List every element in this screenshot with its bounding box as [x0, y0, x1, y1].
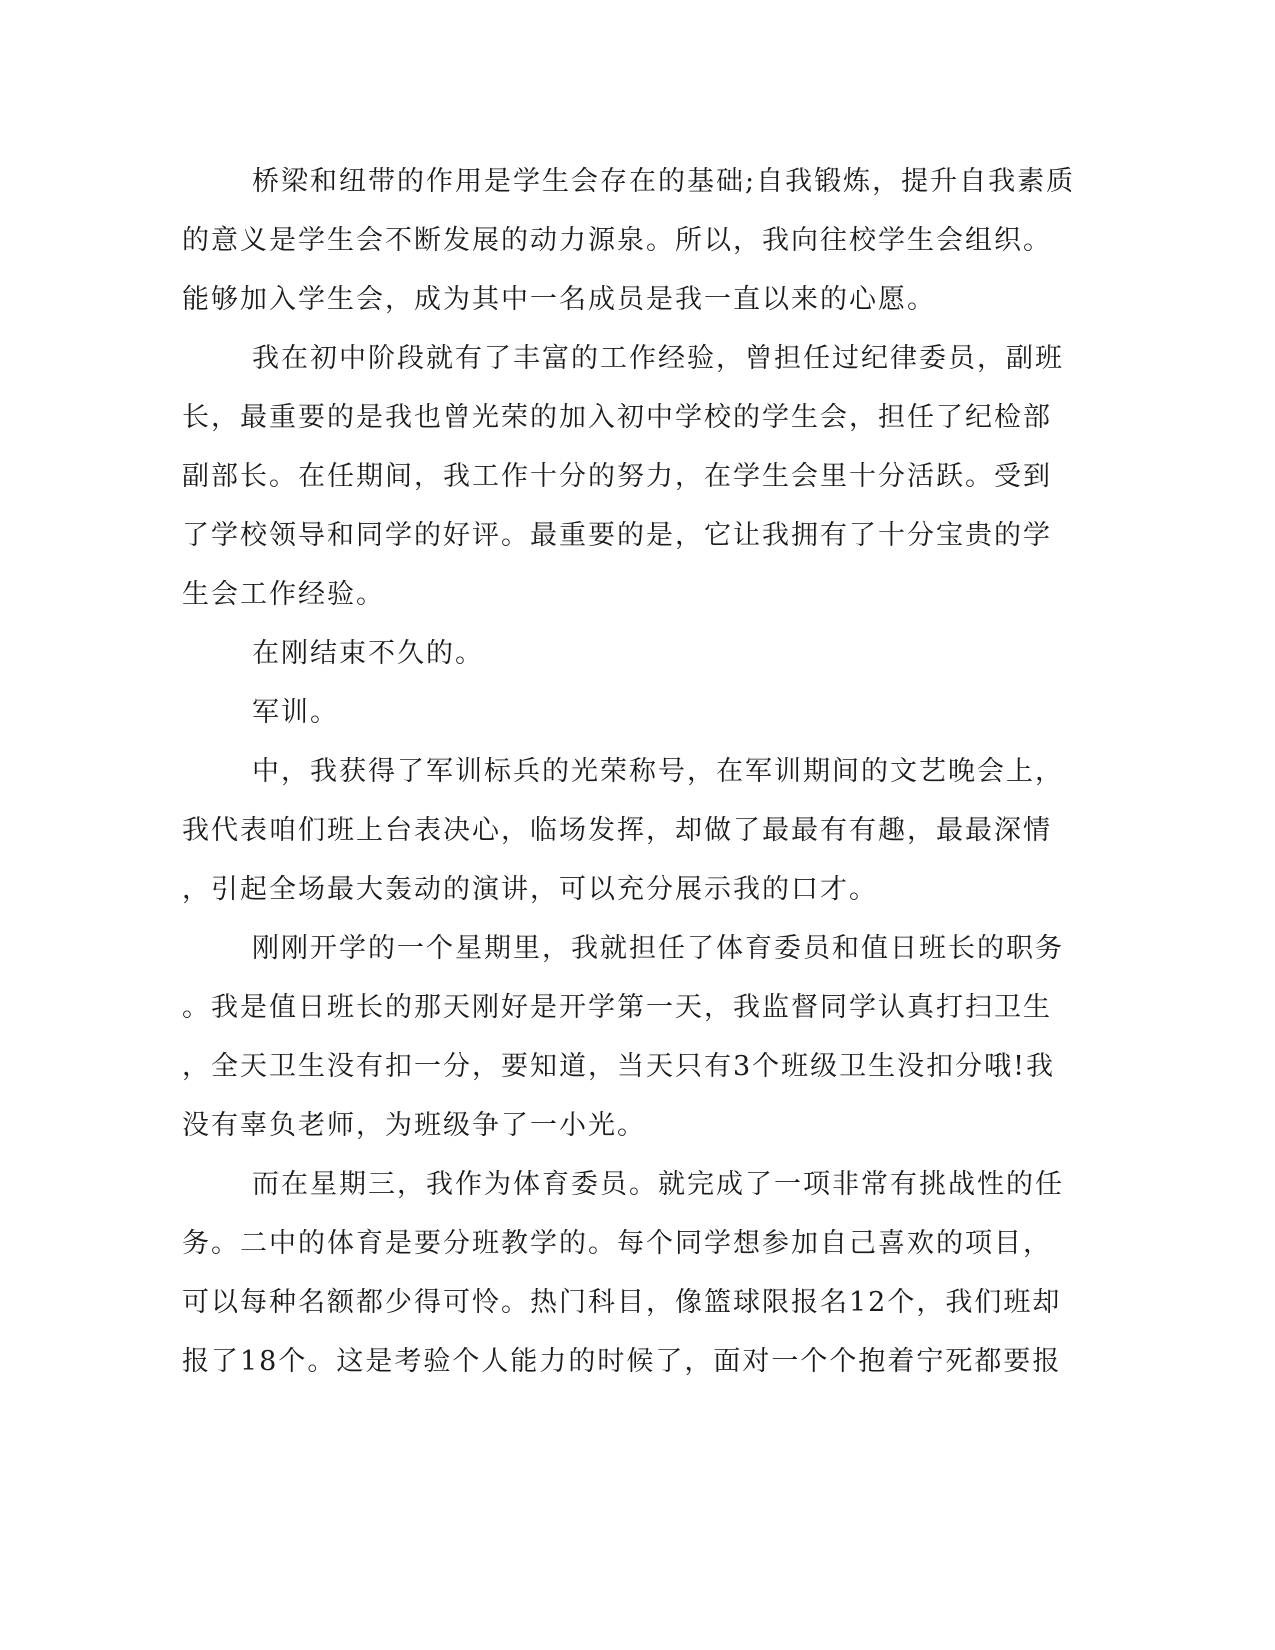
- text-line: 生会工作经验。: [182, 579, 385, 610]
- text-line: 而在星期三，我作为体育委员。就完成了一项非常有挑战性的任: [252, 1169, 1064, 1200]
- document-body: [182, 152, 1076, 1391]
- text-line: 了学校领导和同学的好评。最重要的是，它让我拥有了十分宝贵的学: [182, 520, 1052, 551]
- text-line: 副部长。在任期间，我工作十分的努力，在学生会里十分活跃。受到: [182, 461, 1052, 492]
- text-line: 务。二中的体育是要分班教学的。每个同学想参加自己喜欢的项目，: [182, 1228, 1052, 1259]
- text-line: 军训。: [252, 697, 339, 728]
- text-line: 长，最重要的是我也曾光荣的加入初中学校的学生会，担任了纪检部: [182, 402, 1052, 433]
- text-line: 报了18个。这是考验个人能力的时候了，面对一个个抱着宁死都要报: [182, 1346, 1062, 1377]
- text-line: 可以每种名额都少得可怜。热门科目，像篮球限报名12个，我们班却: [182, 1287, 1062, 1318]
- text-line: 刚刚开学的一个星期里，我就担任了体育委员和值日班长的职务: [252, 933, 1064, 964]
- text-line: 能够加入学生会，成为其中一名成员是我一直以来的心愿。: [182, 284, 936, 315]
- text-line: ，引起全场最大轰动的演讲，可以充分展示我的口才。: [182, 874, 878, 905]
- text-line: 。我是值日班长的那天刚好是开学第一天，我监督同学认真打扫卫生: [182, 992, 1052, 1023]
- text-line: 我代表咱们班上台表决心，临场发挥，却做了最最有有趣，最最深情: [182, 815, 1052, 846]
- text-line: 桥梁和纽带的作用是学生会存在的基础;自我锻炼，提升自我素质: [252, 166, 1076, 197]
- text-line: 的意义是学生会不断发展的动力源泉。所以，我向往校学生会组织。: [182, 225, 1052, 256]
- text-line: 在刚结束不久的。: [252, 638, 484, 669]
- text-line: 我在初中阶段就有了丰富的工作经验，曾担任过纪律委员，副班: [252, 343, 1064, 374]
- text-line: 中，我获得了军训标兵的光荣称号，在军训期间的文艺晚会上，: [252, 756, 1064, 787]
- text-line: ，全天卫生没有扣一分，要知道，当天只有3个班级卫生没扣分哦!我: [182, 1051, 1056, 1082]
- text-line: 没有辜负老师，为班级争了一小光。: [182, 1110, 646, 1141]
